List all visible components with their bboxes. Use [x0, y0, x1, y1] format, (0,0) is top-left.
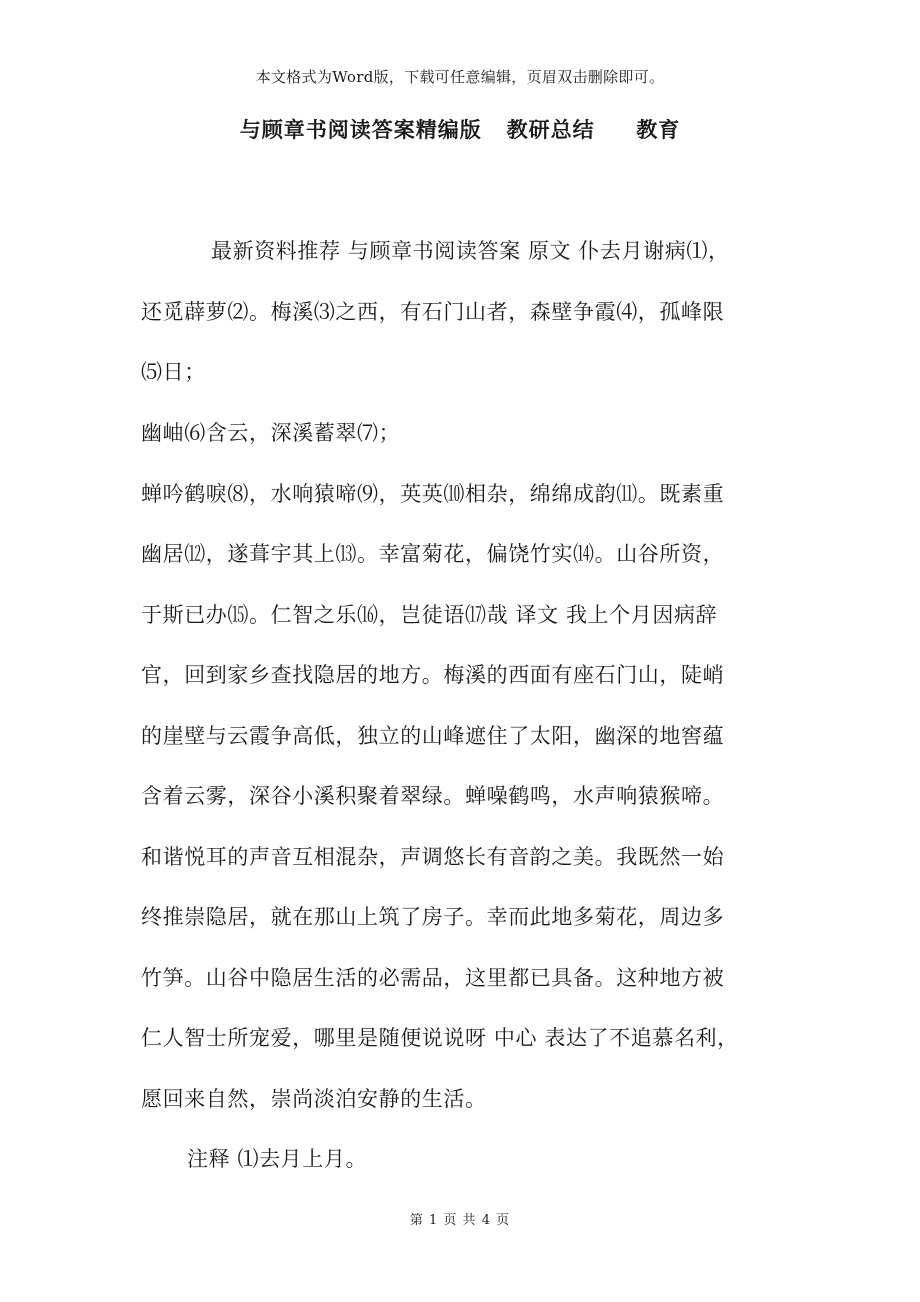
body-line: 和谐悦耳的声音互相混杂，声调悠长有音韵之美。我既然一始: [141, 845, 725, 869]
document-title: 与顾章书阅读答案精编版 教研总结 教育: [239, 117, 681, 142]
body-line: 愿回来自然，崇尚淡泊安静的生活。: [141, 1087, 487, 1111]
body-line: 竹笋。山谷中隐居生活的必需品，这里都已具备。这种地方被: [141, 966, 725, 990]
body-line: 于斯已办⒂。仁智之乐⒃，岂徒语⒄哉 译文 我上个月因病辞: [141, 603, 718, 627]
body-line: 的崖壁与云霞争高低，独立的山峰遮住了太阳，幽深的地窖蕴: [141, 724, 725, 748]
body-line: 还觅薜萝⑵。梅溪⑶之西，有石门山者，森壁争霞⑷，孤峰限: [141, 300, 725, 324]
header-note: 本文格式为Word版，下载可任意编辑，页眉双击删除即可。: [255, 68, 665, 86]
body-line: 最新资料推荐 与顾章书阅读答案 原文 仆去月谢病⑴，: [211, 239, 730, 263]
body-line: 含着云雾，深谷小溪积聚着翠绿。蝉噪鹤鸣，水声响猿猴啼。: [141, 784, 725, 808]
body-line: 幽居⑿，遂葺宇其上⒀。幸富菊花，偏饶竹实⒁。山谷所资，: [141, 542, 725, 566]
body-line: 仁人智士所宠爱，哪里是随便说说呀 中心 表达了不追慕名利，: [141, 1026, 739, 1050]
body-line: 蝉吟鹤唳⑻，水响猿啼⑼，英英⑽相杂，绵绵成韵⑾。既素重: [141, 482, 725, 506]
body-line: 官，回到家乡查找隐居的地方。梅溪的西面有座石门山，陡峭: [141, 663, 725, 687]
body-line: ⑸日；: [141, 360, 206, 384]
body-line: 注释 ⑴去月上月。: [187, 1147, 368, 1171]
body-line: 终推崇隐居，就在那山上筑了房子。幸而此地多菊花，周边多: [141, 905, 725, 929]
page-number: 第 1 页 共 4 页: [409, 1213, 511, 1228]
body-line: 幽岫⑹含云，深溪蓄翠⑺；: [141, 421, 401, 445]
